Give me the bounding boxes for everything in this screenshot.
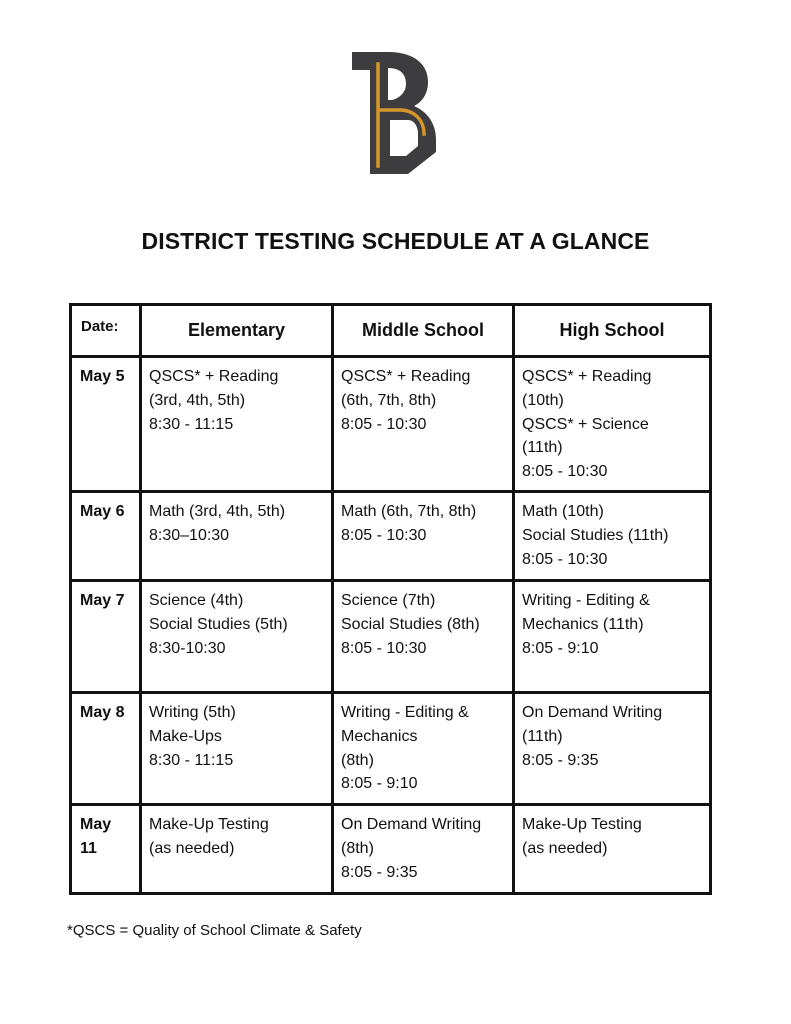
- cell-line: Social Studies (11th): [522, 526, 669, 544]
- table-row: [71, 581, 711, 693]
- cell-line: On Demand Writing: [341, 816, 482, 833]
- cell-line: Writing - Editing &: [341, 704, 469, 721]
- date-cell: [71, 357, 141, 492]
- cell-line: Writing (5th): [149, 704, 236, 721]
- cell-line: (6th, 7th, 8th): [341, 391, 437, 409]
- elementary-cell: [141, 693, 333, 805]
- b-logo-icon: [348, 48, 440, 178]
- cell-line: 8:30–10:30: [149, 526, 230, 544]
- date-cell: [71, 693, 141, 805]
- cell-line: Math (3rd, 4th, 5th): [149, 503, 286, 520]
- cell-line: 8:05 - 9:10: [522, 639, 599, 657]
- date-cell: [71, 492, 141, 581]
- cell-line: (as needed): [149, 839, 235, 857]
- cell-line: 8:05 - 10:30: [341, 526, 427, 544]
- cell-line: Make-Up Testing: [522, 816, 642, 833]
- cell-line: (3rd, 4th, 5th): [149, 391, 246, 409]
- middle-school-cell: [333, 357, 514, 492]
- cell-line: (8th): [341, 839, 374, 857]
- cell-line: 11: [80, 839, 97, 857]
- cell-line: (8th): [341, 751, 374, 769]
- cell-line: Math (6th, 7th, 8th): [341, 503, 477, 520]
- table-row: [71, 693, 711, 805]
- cell-line: QSCS* + Reading: [149, 368, 279, 385]
- cell-line: Make-Ups: [149, 727, 222, 745]
- cell-line: 8:05 - 10:30: [341, 639, 427, 657]
- cell-line: (11th): [522, 727, 563, 745]
- cell-line: May 6: [80, 503, 125, 520]
- cell-line: Social Studies (5th): [149, 615, 288, 633]
- cell-line: May: [80, 816, 112, 833]
- cell-line: Math (10th): [522, 503, 604, 520]
- cell-line: 8:05 - 9:35: [341, 863, 418, 881]
- elementary-cell: [141, 492, 333, 581]
- elementary-cell: [141, 805, 333, 894]
- cell-line: May 8: [80, 704, 125, 721]
- header-middle-school: Middle School: [333, 305, 514, 357]
- cell-line: QSCS* + Science: [522, 415, 649, 433]
- table-header-row: [71, 305, 711, 357]
- middle-school-cell: [333, 492, 514, 581]
- middle-school-cell: [333, 805, 514, 894]
- header-date: Date:: [71, 305, 141, 357]
- footnote: *QSCS = Quality of School Climate & Safety: [67, 922, 362, 939]
- table-row: [71, 805, 711, 894]
- cell-line: (as needed): [522, 839, 608, 857]
- cell-line: Science (4th): [149, 592, 244, 609]
- high-school-cell: [514, 357, 711, 492]
- cell-line: 8:30 - 11:15: [149, 415, 234, 433]
- high-school-cell: [514, 581, 711, 693]
- cell-line: QSCS* + Reading: [522, 368, 652, 385]
- header-high-school: High School: [514, 305, 711, 357]
- cell-line: Social Studies (8th): [341, 615, 480, 633]
- high-school-cell: [514, 805, 711, 894]
- cell-line: Science (7th): [341, 592, 436, 609]
- cell-line: QSCS* + Reading: [341, 368, 471, 385]
- cell-line: 8:05 - 9:10: [341, 775, 418, 793]
- table-row: [71, 357, 711, 492]
- elementary-cell: [141, 357, 333, 492]
- cell-line: Writing - Editing &: [522, 592, 650, 609]
- cell-line: On Demand Writing: [522, 704, 663, 721]
- cell-line: Mechanics (11th): [522, 615, 644, 633]
- testing-schedule-table: [69, 303, 712, 895]
- cell-line: 8:05 - 10:30: [522, 550, 608, 568]
- high-school-cell: [514, 492, 711, 581]
- cell-line: May 5: [80, 368, 125, 385]
- cell-line: Make-Up Testing: [149, 816, 269, 833]
- date-cell: [71, 581, 141, 693]
- cell-line: (10th): [522, 391, 564, 409]
- high-school-cell: [514, 693, 711, 805]
- cell-line: (11th): [522, 439, 563, 457]
- table-row: [71, 492, 711, 581]
- district-logo: [348, 48, 440, 178]
- elementary-cell: [141, 581, 333, 693]
- header-elementary: Elementary: [141, 305, 333, 357]
- cell-line: 8:05 - 9:35: [522, 751, 599, 769]
- page-title: DISTRICT TESTING SCHEDULE AT A GLANCE: [141, 228, 650, 254]
- cell-line: Mechanics: [341, 727, 418, 745]
- cell-line: 8:05 - 10:30: [341, 415, 427, 433]
- cell-line: 8:05 - 10:30: [522, 463, 608, 481]
- cell-line: May 7: [80, 592, 125, 609]
- date-cell: [71, 805, 141, 894]
- cell-line: 8:30 - 11:15: [149, 751, 234, 769]
- middle-school-cell: [333, 693, 514, 805]
- cell-line: 8:30-10:30: [149, 639, 226, 657]
- middle-school-cell: [333, 581, 514, 693]
